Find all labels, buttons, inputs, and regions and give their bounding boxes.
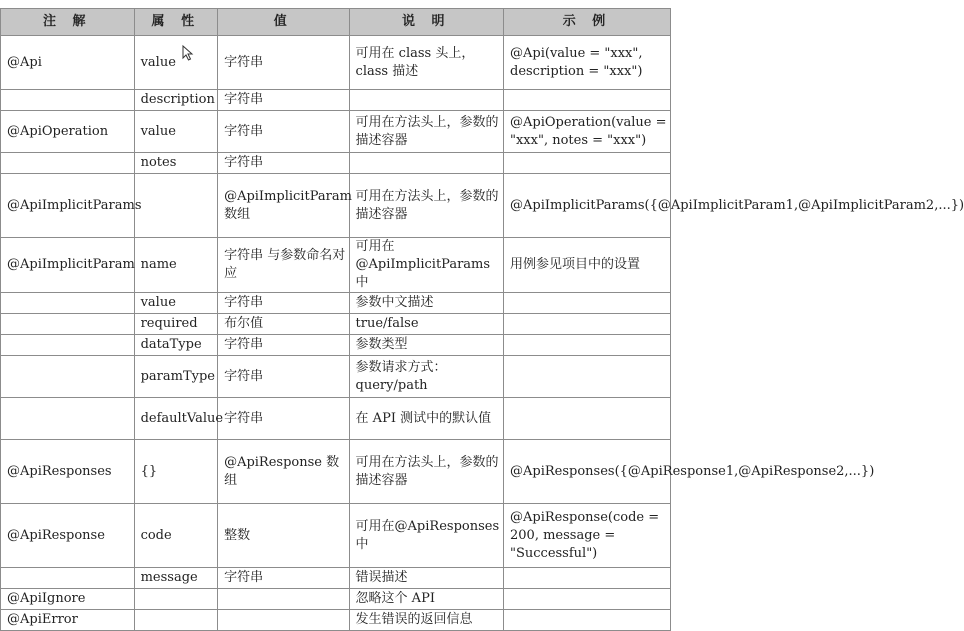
table-header-row bbox=[1, 9, 671, 36]
cell-description bbox=[349, 153, 503, 174]
cell-attribute: value bbox=[134, 111, 217, 153]
cell-attribute: code bbox=[134, 504, 217, 568]
cell-annotation: @Api bbox=[1, 36, 135, 90]
header-example: 示 例 bbox=[504, 9, 671, 36]
cell-example bbox=[504, 314, 671, 335]
cell-example bbox=[504, 293, 671, 314]
cell-example: @ApiImplicitParams({@ApiImplicitParam1,@ApiImplicitParam2,...}) bbox=[504, 174, 671, 238]
header-value: 值 bbox=[218, 9, 349, 36]
table-row bbox=[1, 589, 671, 610]
cell-example: @ApiResponse(code = 200, message = "Successful") bbox=[504, 504, 671, 568]
cell-example bbox=[504, 568, 671, 589]
cell-annotation: @ApiImplicitParams bbox=[1, 174, 135, 238]
cell-value: 字符串 bbox=[218, 568, 349, 589]
header-annotation: 注 解 bbox=[1, 9, 135, 36]
cell-value: 字符串 bbox=[218, 153, 349, 174]
cell-description: 发生错误的返回信息 bbox=[349, 610, 503, 631]
cell-annotation bbox=[1, 293, 135, 314]
cell-value: 布尔值 bbox=[218, 314, 349, 335]
table-row bbox=[1, 293, 671, 314]
annotation-table bbox=[0, 8, 964, 631]
cell-value: @ApiResponse 数组 bbox=[218, 440, 349, 504]
cell-annotation: @ApiOperation bbox=[1, 111, 135, 153]
cell-value: @ApiImplicitParam 数组 bbox=[218, 174, 349, 238]
cell-annotation bbox=[1, 90, 135, 111]
cell-value bbox=[218, 589, 349, 610]
cell-value: 字符串 bbox=[218, 90, 349, 111]
cell-attribute: defaultValue bbox=[134, 398, 217, 440]
cell-attribute: notes bbox=[134, 153, 217, 174]
cell-value: 字符串 bbox=[218, 293, 349, 314]
cell-description: 在 API 测试中的默认值 bbox=[349, 398, 503, 440]
cell-example bbox=[504, 610, 671, 631]
cell-example bbox=[504, 589, 671, 610]
cell-attribute: value bbox=[134, 293, 217, 314]
table-row bbox=[1, 174, 671, 238]
cell-annotation: @ApiImplicitParam bbox=[1, 238, 135, 293]
cell-annotation: @ApiResponse bbox=[1, 504, 135, 568]
cell-example bbox=[504, 335, 671, 356]
cell-value: 字符串 bbox=[218, 36, 349, 90]
table-row bbox=[1, 440, 671, 504]
cell-description: 可用在 @ApiImplicitParams 中 bbox=[349, 238, 503, 293]
table-row bbox=[1, 504, 671, 568]
table-row bbox=[1, 568, 671, 589]
cell-description: 参数中文描述 bbox=[349, 293, 503, 314]
cell-description: 可用在@ApiResponses中 bbox=[349, 504, 503, 568]
cell-annotation: @ApiIgnore bbox=[1, 589, 135, 610]
cell-value: 字符串 bbox=[218, 398, 349, 440]
cell-description: 可用在方法头上，参数的描述容器 bbox=[349, 174, 503, 238]
cell-example bbox=[504, 398, 671, 440]
table-row bbox=[1, 335, 671, 356]
annotation-table-document bbox=[0, 8, 964, 631]
cell-attribute: name bbox=[134, 238, 217, 293]
header-attribute: 属 性 bbox=[134, 9, 217, 36]
table-row bbox=[1, 153, 671, 174]
cell-attribute: dataType bbox=[134, 335, 217, 356]
cell-annotation bbox=[1, 356, 135, 398]
cell-description: 可用在方法头上，参数的描述容器 bbox=[349, 440, 503, 504]
cell-description: 错误描述 bbox=[349, 568, 503, 589]
cell-annotation: @ApiError bbox=[1, 610, 135, 631]
cell-value: 字符串 bbox=[218, 356, 349, 398]
cell-example: 用例参见项目中的设置 bbox=[504, 238, 671, 293]
table-row bbox=[1, 238, 671, 293]
cell-annotation bbox=[1, 568, 135, 589]
cell-attribute: {} bbox=[134, 440, 217, 504]
cell-description: 忽略这个 API bbox=[349, 589, 503, 610]
table-row bbox=[1, 398, 671, 440]
cell-value: 字符串 与参数命名对应 bbox=[218, 238, 349, 293]
cell-attribute bbox=[134, 589, 217, 610]
cell-description: 参数请求方式：query/path bbox=[349, 356, 503, 398]
cell-attribute: message bbox=[134, 568, 217, 589]
cell-value bbox=[218, 610, 349, 631]
cell-description bbox=[349, 90, 503, 111]
cell-example: @ApiOperation(value = "xxx", notes = "xxx") bbox=[504, 111, 671, 153]
cell-annotation bbox=[1, 153, 135, 174]
table-row bbox=[1, 314, 671, 335]
cell-attribute: description bbox=[134, 90, 217, 111]
cell-value: 字符串 bbox=[218, 335, 349, 356]
cell-example bbox=[504, 90, 671, 111]
cell-annotation bbox=[1, 398, 135, 440]
cell-attribute bbox=[134, 610, 217, 631]
cell-attribute bbox=[134, 174, 217, 238]
cell-annotation bbox=[1, 314, 135, 335]
table-row bbox=[1, 111, 671, 153]
table-row bbox=[1, 36, 671, 90]
cell-description: 参数类型 bbox=[349, 335, 503, 356]
cell-attribute: value bbox=[134, 36, 217, 90]
cell-annotation: @ApiResponses bbox=[1, 440, 135, 504]
cell-example bbox=[504, 356, 671, 398]
cell-value: 字符串 bbox=[218, 111, 349, 153]
header-description: 说 明 bbox=[349, 9, 503, 36]
cell-value: 整数 bbox=[218, 504, 349, 568]
cell-attribute: paramType bbox=[134, 356, 217, 398]
cell-attribute: required bbox=[134, 314, 217, 335]
cell-example: @ApiResponses({@ApiResponse1,@ApiResponse2,...}) bbox=[504, 440, 671, 504]
table-row bbox=[1, 356, 671, 398]
table-row bbox=[1, 90, 671, 111]
cell-description: 可用在 class 头上，class 描述 bbox=[349, 36, 503, 90]
cell-example: @Api(value = "xxx", description = "xxx") bbox=[504, 36, 671, 90]
cell-description: true/false bbox=[349, 314, 503, 335]
cell-description: 可用在方法头上，参数的描述容器 bbox=[349, 111, 503, 153]
cell-example bbox=[504, 153, 671, 174]
cell-annotation bbox=[1, 335, 135, 356]
table-row bbox=[1, 610, 671, 631]
